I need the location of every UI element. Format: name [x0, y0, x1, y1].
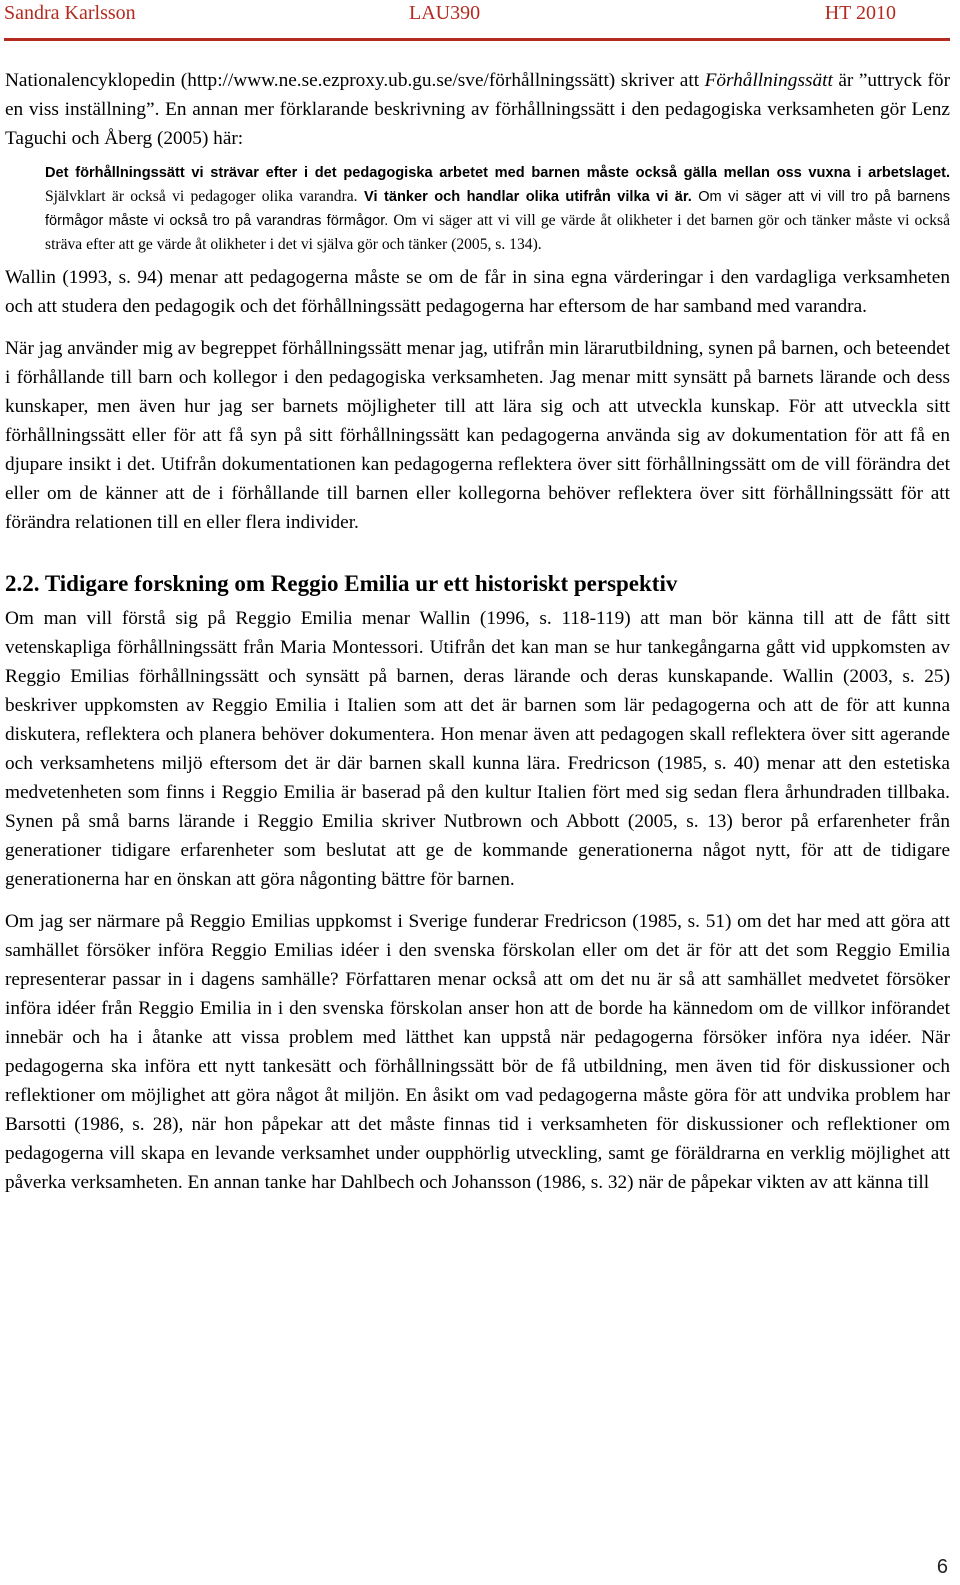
- paragraph-definition: [5, 66, 950, 153]
- header-course-code: LAU390: [409, 2, 481, 24]
- paragraph-definition-part2: är ”uttryck för en viss inställning”. En annan mer förklarande beskrivning av förhållningssätt i den pedagogiska verksamheten gör Lenz Taguchi och Åberg (2005) här:: [5, 70, 950, 149]
- quote-sentence-4: Om vi säger att vi vill tro på barnens förmågor måste vi också tro på varandras förmågor.: [45, 189, 950, 229]
- paragraph-history: Om man vill förstå sig på Reggio Emilia menar Wallin (1996, s. 118-119) att man bör känna till att de fått sitt vetenskapliga förhållningssätt från Maria Montessori. Utifrån det kan man se hur tankegångarna gått vid uppkomsten av Reggio Emilias förhållningssätt och synsätt på barnen, deras lärande och deras kunskapande. Wallin (2003, s. 25) beskriver uppkomsten av Reggio Emilia i Italien som att det är barnen som lär pedagogerna och att de för att kunna diskutera, reflektera och planera behöver dokumentera. Hon menar även att pedagogen skall reflektera över sitt agerande och verksamhetens miljö eftersom det är där barnen skall kunna lära. Fredricson (1985, s. 40) menar att den estetiska medvetenheten som finns i Reggio Emilia är baserad på den kultur Italien fört med sig sedan flera århundraden tillbaka. Synen på små barns lärande i Reggio Emilia skriver Nutbrown och Abbott (2005, s. 13) beror på erfarenheter från generationer tidigare erfarenheter som beslutat att ge de kommande generationerna något nytt, för att de tidigare generationerna har en önskan att göra någonting bättre för barnen.: [5, 608, 950, 890]
- italic-term: Förhållningssätt: [704, 70, 833, 91]
- quote-sentence-3: Vi tänker och handlar olika utifrån vilka vi är.: [357, 189, 692, 205]
- header-term: HT 2010: [824, 2, 896, 24]
- paragraph-definition-part1: Nationalencyklopedin (http://www.ne.se.ezproxy.ub.gu.se/sve/förhållningssätt) skriver att: [5, 70, 705, 91]
- quote-sentence-2: Självklart är också vi pedagoger olika varandra.: [45, 188, 358, 205]
- paragraph-sweden: Om jag ser närmare på Reggio Emilias uppkomst i Sverige funderar Fredricson (1985, s. 51) om det har med att göra att samhället försöker införa Reggio Emilias idéer i den svenska förskolan eller om det är för att det som Reggio Emilia representerar passar in i dagens samhälle? Författaren menar också att om det nu är så att samhället medvetet försöker införa idéer från Reggio Emilia in i den svenska förskolan anser hon att de borde ha kännedom om de villkor införandet innebär och ha i åtanke att vissa problem med lätthet kan uppstå när pedagogerna försöker införa nya idéer. När pedagogerna ska införa ett nytt tankesätt och förhållningssätt bör de få utbildning, men även tid för diskussioner och reflektioner om möjlighet att göra något åt miljön. En åsikt om vad pedagogerna måste göra för att undvika problem har Barsotti (1986, s. 28), när hon påpekar att det måste finnas tid i verksamheten för diskussioner och reflektioner om pedagogerna vill skapa en levande verksamhet under oupphörlig utveckling, samt ge föräldrarna en verklig möjlighet att påverka verksamheten. En annan tanke har Dahlbech och Johansson (1986, s. 32) när de påpekar vikten av att känna till: [5, 911, 950, 1193]
- page-number: 6: [936, 1556, 948, 1578]
- section-heading: 2.2. Tidigare forskning om Reggio Emilia ur ett historiskt perspektiv: [5, 571, 678, 596]
- document-body: [5, 66, 950, 1197]
- header-rule: [4, 38, 950, 41]
- quote-sentence-5: Om vi säger att vi vill ge värde åt olikheter i det barnen gör och tänker måste vi också sträva efter att ge värde åt olikheter i det vi själva gör och tänker (2005, s. 134).: [45, 212, 950, 253]
- page-header: [0, 2, 960, 32]
- quote-sentence-1: Det förhållningssätt vi strävar efter i det pedagogiska arbetet med barnen måste också gälla mellan oss vuxna i arbetslaget.: [45, 165, 950, 181]
- header-author: Sandra Karlsson: [4, 2, 136, 24]
- block-quote: [45, 161, 950, 257]
- paragraph-wallin: Wallin (1993, s. 94) menar att pedagogerna måste se om de får in sina egna värderingar i den vardagliga verksamheten och att studera den pedagogik och det förhållningssätt pedagogerna har eftersom de har samband med varandra.: [5, 267, 950, 317]
- paragraph-own-definition: När jag använder mig av begreppet förhållningssätt menar jag, utifrån min lärarutbildning, synen på barnen, och beteendet i förhållande till barn och kollegor i den pedagogiska verksamheten. Jag menar mitt synsätt på barnets lärande och dess kunskaper, men även hur jag ser barnets möjligheter till att lära sig och att utveckla kunskap. För att utveckla sitt förhållningssätt eller för att få syn på sitt förhållningssätt kan pedagogerna använda sig av dokumentation för att få en djupare insikt i det. Utifrån dokumentationen kan pedagogerna reflektera över sitt förhållningssätt om de vill förändra det eller om de känner att de i förhållande till barnen eller kollegorna behöver reflektera över sitt förhållningssätt för att förändra relationen till en eller flera individer.: [5, 338, 950, 533]
